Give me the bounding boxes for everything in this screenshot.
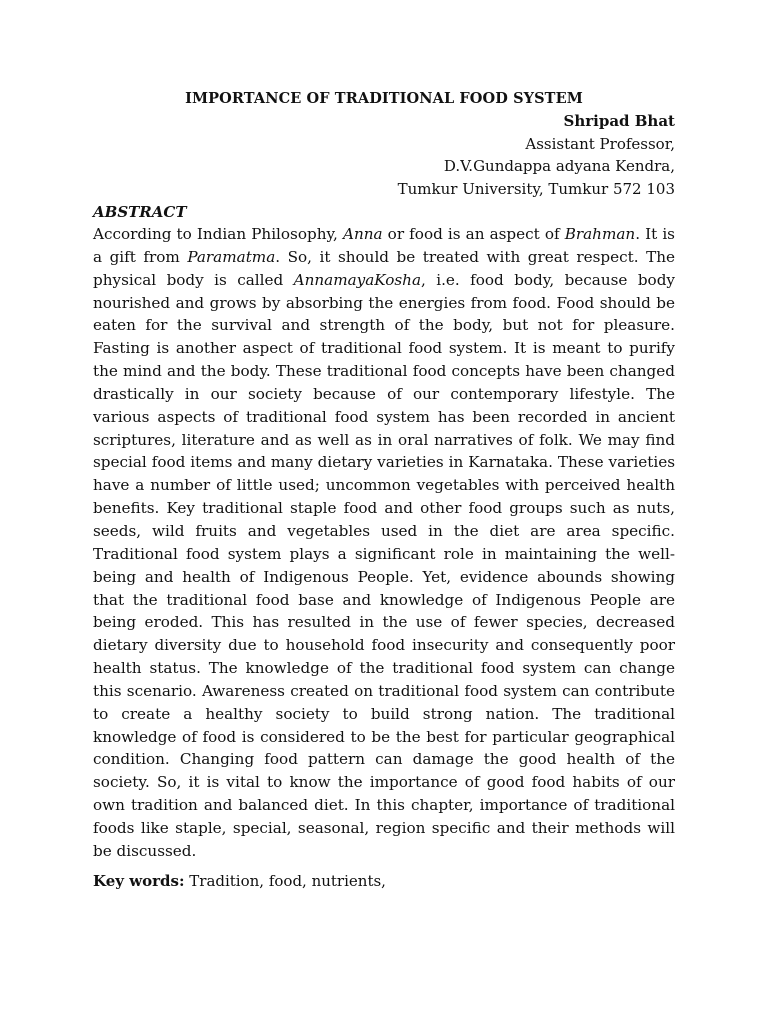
author-affiliation-line: Tumkur University, Tumkur 572 103 [397,179,675,198]
abstract-term-italic: Paramatma [187,247,276,266]
author-block [93,110,675,200]
paper-page [93,88,675,892]
author-name: Shripad Bhat [563,112,675,130]
abstract-term-italic: AnnamayaKosha [293,270,421,289]
abstract-text: . So, it should be treated with great respect. The physical body is called [93,247,675,289]
paper-title: IMPORTANCE OF TRADITIONAL FOOD SYSTEM [185,90,583,107]
author-affiliation-line: D.V.Gundappa adyana Kendra, [443,157,675,175]
keywords-label: Key words: [93,871,185,890]
abstract-term-italic: Anna [342,225,383,243]
abstract-text: , i.e. food body, because body nourished and grows by absorbing the energies from food. Food should be eaten for the survival and strength of the body, but not for pleasure. Fasting is another aspect of traditional food system. It is meant to purify the mind and the body. These traditional food concepts have been changed drastically in our society because of our contemporary lifestyle. The various aspects of traditional food system has been recorded in ancient scriptures, literature and as well as in oral narratives of folk. We may find special food items and many dietary varieties in Karnataka. These varieties have a number of little used; uncommon vegetables with perceived health benefits. Key traditional staple food and other food groups such as nuts, seeds, wild fruits and vegetables used in the diet are area specific. Traditional food system plays a significant role in maintaining the well-being and health of Indigenous People. Yet, evidence abounds showing that the traditional food base and knowledge of Indigenous People are being eroded. This has resulted in the use of fewer species, decreased dietary diversity due to household food insecurity and consequently poor health status. The knowledge of the traditional food system can change this scenario. Awareness created on traditional food system can contribute to create a healthy society to build strong nation. The traditional knowledge of food is considered to be the best for particular geographical condition. Changing food pattern can damage the good health of the society. So, it is vital to know the importance of good food habits of our own tradition and balanced diet. In this chapter, importance of traditional foods like staple, special, seasonal, region specific and their methods will be discussed. [93,270,675,860]
abstract-text: or food is an aspect of [382,225,565,243]
abstract-text: According to Indian Philosophy, [93,225,343,243]
abstract-heading: ABSTRACT [93,203,187,221]
abstract-term-italic: Brahman [564,225,636,243]
author-affiliation-line: Assistant Professor, [525,134,675,153]
keywords-value: Tradition, food, nutrients, [189,871,386,890]
keywords-line [93,870,675,892]
abstract-body [93,223,675,863]
abstract-text: . It is a gift from [93,225,675,266]
